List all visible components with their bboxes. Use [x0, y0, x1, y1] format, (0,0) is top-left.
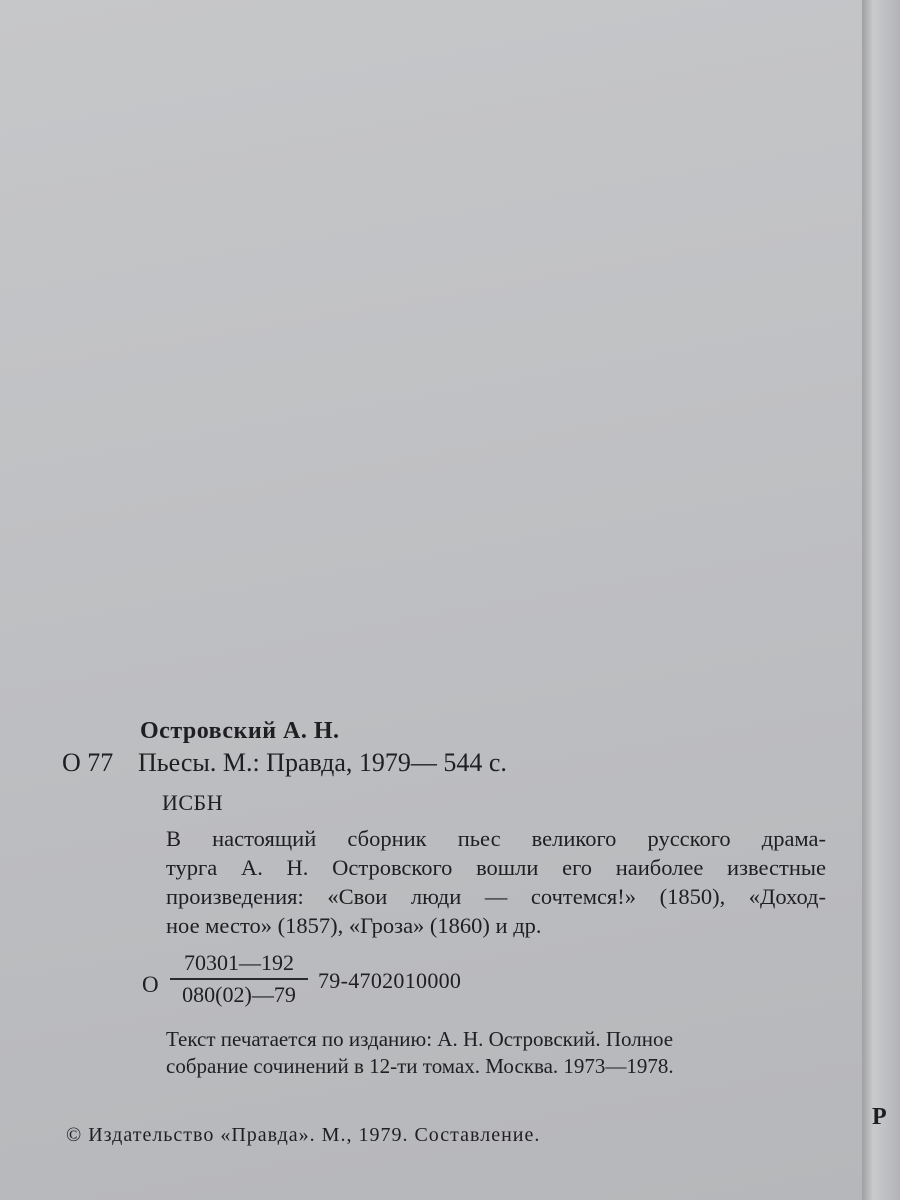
page-edge [862, 0, 900, 1200]
abstract-line: В настоящий сборник пьес великого русского драма- [166, 826, 826, 851]
abstract-line: турга А. Н. Островского вошли его наиболее известные [166, 855, 826, 880]
source-note [166, 1026, 886, 1080]
copyright-line: © Издательство «Правда». М., 1979. Составление. [66, 1124, 541, 1146]
author-name: Островский А. Н. [140, 718, 340, 744]
catalog-code: О 77 [62, 748, 114, 777]
index-fraction [170, 950, 308, 1008]
catalog-text: Пьесы. М.: Правда, 1979— 544 с. [138, 748, 507, 777]
index-denominator: 080(02)—79 [182, 982, 296, 1007]
abstract [166, 824, 826, 940]
index-prefix: О [142, 972, 159, 997]
isbn-label: ИСБН [162, 790, 224, 815]
edge-letter: Р [872, 1104, 887, 1130]
catalog-entry [62, 748, 507, 778]
source-line: собрание сочинений в 12-ти томах. Москва. 1973—1978. [166, 1054, 674, 1078]
abstract-line: ное место» (1857), «Гроза» (1860) и др. [166, 913, 542, 938]
source-line: Текст печатается по изданию: А. Н. Островский. Полное [166, 1027, 674, 1051]
abstract-line: произведения: «Свои люди — сочтемся!» (1850), «Доход- [166, 884, 826, 909]
index-numerator: 70301—192 [170, 950, 308, 980]
index-code: 79-4702010000 [318, 968, 462, 993]
